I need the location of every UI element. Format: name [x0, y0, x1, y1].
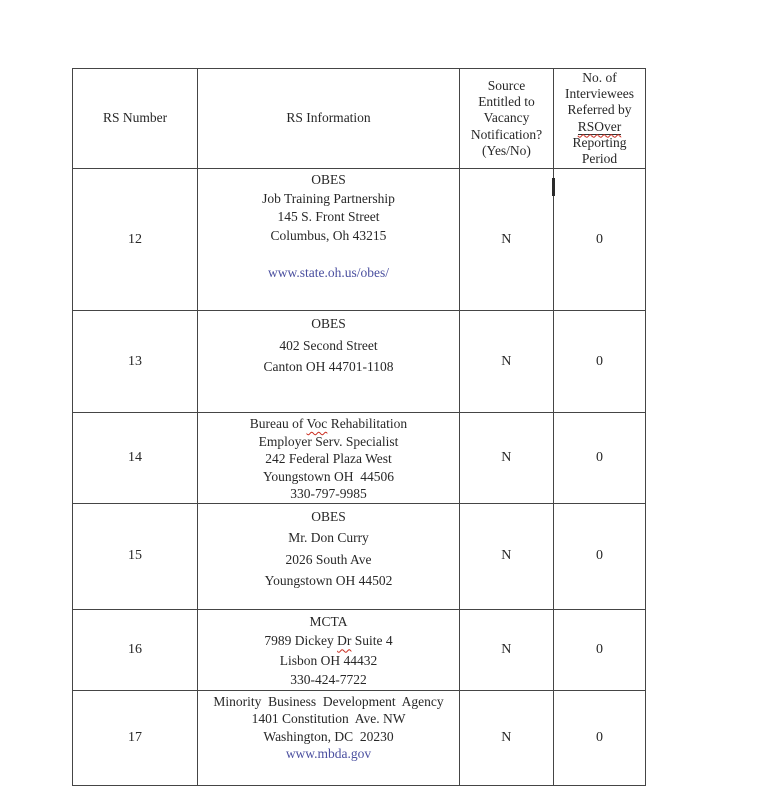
vacancy-notification-cell: N	[460, 609, 554, 690]
table-row	[73, 413, 646, 504]
text-span: Interviewees	[565, 86, 634, 102]
text-line	[198, 612, 459, 632]
text-line	[198, 549, 459, 571]
text-span: OBES	[311, 316, 346, 331]
rs-information-cell	[198, 169, 460, 311]
text-line	[198, 710, 459, 727]
text-line	[198, 110, 459, 126]
text-line	[554, 151, 645, 167]
text-span: RS Information	[286, 110, 371, 126]
text-span: Minority Business Development Agency	[213, 693, 444, 709]
text-line	[460, 127, 553, 143]
text-line	[198, 171, 459, 190]
vacancy-notification-cell: N	[460, 413, 554, 504]
text-line	[460, 78, 553, 94]
table-row	[73, 690, 646, 785]
text-span: Washington, DC 20230	[263, 728, 394, 744]
text-span: Youngstown OH 44506	[262, 468, 395, 484]
text-line	[554, 119, 645, 135]
text-line	[198, 468, 459, 486]
text-line	[554, 70, 645, 86]
vacancy-notification-cell: N	[460, 690, 554, 785]
text-span: Suite 4	[351, 633, 393, 649]
interviewees-count-cell: 0	[554, 609, 646, 690]
text-span: Period	[581, 150, 618, 166]
text-line	[198, 356, 459, 378]
text-line	[198, 728, 459, 745]
text-line	[198, 208, 459, 227]
header-row	[73, 69, 646, 169]
text-line	[198, 745, 459, 762]
misspelled-word: Voc	[306, 416, 328, 431]
text-line	[198, 651, 459, 671]
text-line	[198, 313, 459, 335]
vacancy-notification-cell: N	[460, 503, 554, 609]
text-span: OBES	[311, 172, 346, 187]
rs-number-cell: 12	[73, 169, 198, 311]
rs-information-cell	[198, 413, 460, 504]
table-body	[73, 169, 646, 786]
interviewees-count-cell: 0	[554, 169, 646, 311]
rs-table	[72, 68, 646, 786]
text-line	[73, 110, 197, 126]
rs-information-cell	[198, 503, 460, 609]
text-line	[198, 450, 459, 468]
rs-information-cell	[198, 609, 460, 690]
text-span: Rehabilitation	[327, 416, 408, 431]
text-span: 145 S. Front Street	[277, 209, 380, 224]
text-span: Job Training Partnership	[262, 190, 395, 206]
text-line	[198, 433, 459, 451]
misspelled-word: RSOver	[577, 118, 622, 134]
text-span: RS Number	[102, 110, 168, 126]
interviewees-count-cell: 0	[554, 311, 646, 413]
text-span: OBES	[311, 508, 346, 524]
text-line	[198, 335, 459, 357]
text-span: Bureau of	[249, 416, 307, 431]
text-line	[198, 506, 459, 528]
text-span: 330-797-9985	[290, 486, 367, 502]
text-span: Columbus, Oh 43215	[270, 227, 387, 243]
text-span: 330-424-7722	[290, 672, 367, 688]
text-line	[198, 693, 459, 710]
rs-number-cell: 16	[73, 609, 198, 690]
text-line	[460, 94, 553, 110]
text-span: Entitled to	[478, 94, 535, 110]
text-span: Employer Serv. Specialist	[258, 433, 399, 449]
text-line	[198, 227, 459, 246]
text-span: Vacancy	[483, 110, 530, 126]
text-span: 7989 Dickey	[264, 633, 338, 649]
text-span: 1401 Constitution Ave. NW	[251, 711, 406, 727]
text-span: Referred by	[567, 102, 632, 118]
text-span: MCTA	[309, 613, 348, 629]
text-line	[460, 110, 553, 126]
text-span: No. of	[582, 69, 617, 85]
text-line	[554, 86, 645, 102]
rs-number-cell: 17	[73, 690, 198, 785]
scan-artifact-mark	[552, 178, 555, 196]
underlined-text	[578, 119, 622, 135]
text-line	[198, 264, 459, 283]
table-row	[73, 311, 646, 413]
text-line	[554, 135, 645, 151]
text-line	[460, 143, 553, 159]
text-line	[198, 190, 459, 209]
text-line	[198, 415, 459, 433]
rs-number-cell: 15	[73, 503, 198, 609]
hyperlink[interactable]: www.state.oh.us/obes/	[268, 264, 389, 280]
rs-number-cell: 13	[73, 311, 198, 413]
text-line	[198, 670, 459, 690]
table-header	[73, 69, 646, 169]
misspelled-word: Dr	[337, 633, 352, 649]
interviewees-count-cell: 0	[554, 413, 646, 504]
text-span: 242 Federal Plaza West	[265, 451, 392, 467]
text-span: Canton OH 44701-1108	[263, 359, 394, 374]
column-header-rs_information	[198, 69, 460, 169]
text-span: Reporting	[572, 134, 627, 150]
table-row	[73, 503, 646, 609]
text-span: (Yes/No)	[482, 142, 531, 158]
rs-information-cell	[198, 690, 460, 785]
text-span: Mr. Don Curry	[288, 530, 369, 546]
text-line	[554, 102, 645, 118]
text-line	[198, 570, 459, 592]
text-line	[198, 631, 459, 651]
table-row	[73, 609, 646, 690]
text-line	[198, 245, 459, 264]
hyperlink[interactable]: www.mbda.gov	[285, 745, 372, 761]
vacancy-notification-cell: N	[460, 169, 554, 311]
text-span: 402 Second Street	[279, 337, 378, 353]
text-line	[198, 527, 459, 549]
table-row	[73, 169, 646, 311]
interviewees-count-cell: 0	[554, 690, 646, 785]
vacancy-notification-cell: N	[460, 311, 554, 413]
text-span: Lisbon OH 44432	[279, 652, 378, 668]
interviewees-count-cell: 0	[554, 503, 646, 609]
rs-information-cell	[198, 311, 460, 413]
column-header-source_entitled	[460, 69, 554, 169]
column-header-rs_number	[73, 69, 198, 169]
text-line	[198, 485, 459, 503]
rs-number-cell: 14	[73, 413, 198, 504]
text-span: Notification?	[470, 126, 543, 142]
column-header-interviewees	[554, 69, 646, 169]
text-span: Source	[487, 77, 526, 93]
text-span: Youngstown OH 44502	[264, 573, 393, 589]
text-span: 2026 South Ave	[285, 551, 372, 567]
